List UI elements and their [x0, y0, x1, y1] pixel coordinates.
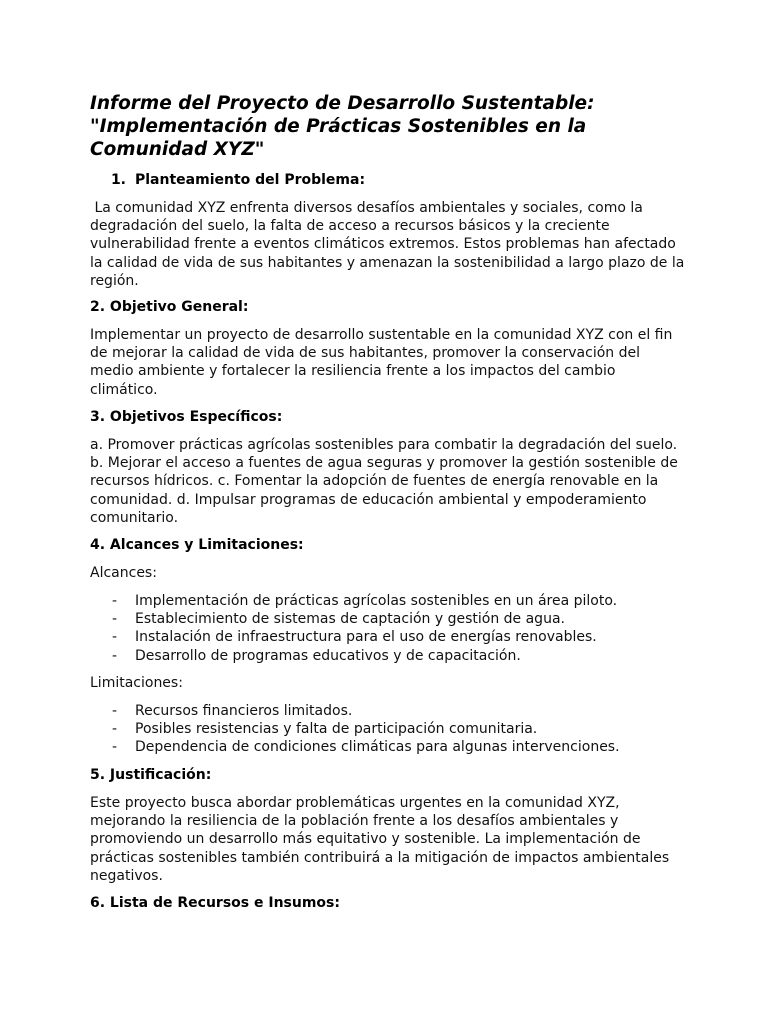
section-5-line: negativos.: [90, 867, 163, 884]
section-4-heading: 4. Alcances y Limitaciones:: [90, 537, 304, 553]
dash-bullet: -: [112, 721, 118, 738]
list-item: [90, 738, 690, 756]
alcances-list-block: [90, 592, 690, 665]
section-2-line: medio ambiente y fortalecer la resiliencia frente a los impactos del cambio: [90, 363, 616, 380]
section-2-body: [90, 326, 690, 399]
dash-bullet: -: [112, 647, 118, 664]
dash-bullet: -: [112, 593, 118, 609]
list-item: [90, 592, 690, 610]
limitaciones-list-block: [90, 702, 690, 757]
list-item-text: Dependencia de condiciones climáticas para algunas intervenciones.: [135, 739, 620, 756]
alcances-label-block: [90, 564, 690, 582]
dash-bullet: -: [112, 611, 118, 628]
list-item-text: Posibles resistencias y falta de participación comunitaria.: [135, 721, 538, 738]
section-6-heading: 6. Lista de Recursos e Insumos:: [90, 895, 340, 911]
dash-bullet: -: [112, 739, 118, 756]
section-5-line: Este proyecto busca abordar problemáticas urgentes en la comunidad XYZ,: [90, 795, 620, 811]
section-2-line: Implementar un proyecto de desarrollo sustentable en la comunidad XYZ con el fin: [90, 327, 673, 343]
section-6: [90, 894, 690, 912]
section-1-line: vulnerabilidad frente a eventos climáticos extremos. Estos problemas han afectado: [90, 236, 676, 253]
section-2-line: de mejorar la calidad de vida de sus habitantes, promover la conservación del: [90, 345, 640, 362]
section-2-heading: 2. Objetivo General:: [90, 299, 249, 315]
section-1-number: 1.: [110, 172, 126, 188]
section-3-line: comunitario.: [90, 509, 179, 526]
limitaciones-list: [90, 702, 690, 757]
section-4: [90, 536, 690, 554]
document-title: [90, 92, 690, 161]
section-2-line: climático.: [90, 381, 158, 398]
section-1-line: la calidad de vida de sus habitantes y amenazan la sostenibilidad a largo plazo de la: [90, 254, 685, 271]
section-5: [90, 766, 690, 784]
list-item: [90, 720, 690, 738]
section-5-heading: 5. Justificación:: [90, 767, 212, 783]
section-3-heading: 3. Objetivos Específicos:: [90, 409, 283, 425]
dash-bullet: -: [112, 629, 118, 646]
section-5-line: promoviendo un desarrollo más equitativo y sostenible. La implementación de: [90, 831, 641, 848]
section-3-line: recursos hídricos. c. Fomentar la adopción de fuentes de energía renovable en la: [90, 473, 659, 490]
section-1-line: degradación del suelo, la falta de acceso a recursos básicos y la creciente: [90, 218, 610, 235]
section-3-line: a. Promover prácticas agrícolas sostenibles para combatir la degradación del suelo.: [90, 437, 678, 453]
section-1-line: La comunidad XYZ enfrenta diversos desafíos ambientales y sociales, como la: [90, 200, 643, 216]
list-item: [90, 647, 690, 665]
title-line-3: Comunidad XYZ": [90, 139, 265, 160]
title-line-1: Informe del Proyecto de Desarrollo Sustentable:: [90, 93, 595, 114]
limitaciones-label-block: [90, 674, 690, 692]
limitaciones-label: Limitaciones:: [90, 675, 183, 691]
title-line-2: "Implementación de Prácticas Sostenibles en la: [90, 116, 587, 137]
list-item: [90, 702, 690, 720]
section-5-body: [90, 794, 690, 885]
alcances-list: [90, 592, 690, 665]
list-item: [90, 628, 690, 646]
section-1-line: región.: [90, 272, 139, 289]
section-1-title: Planteamiento del Problema:: [135, 172, 366, 188]
list-item-text: Implementación de prácticas agrícolas sostenibles en un área piloto.: [135, 593, 618, 609]
section-1-heading: [90, 171, 690, 189]
dash-bullet: -: [112, 703, 118, 719]
list-item-text: Recursos financieros limitados.: [135, 703, 353, 719]
list-item: [90, 610, 690, 628]
section-5-line: prácticas sostenibles también contribuirá a la mitigación de impactos ambientales: [90, 849, 670, 866]
section-3: [90, 408, 690, 426]
section-1-body: [90, 199, 690, 290]
section-3-line: b. Mejorar el acceso a fuentes de agua seguras y promover la gestión sostenible de: [90, 455, 678, 472]
section-3-line: comunidad. d. Impulsar programas de educación ambiental y empoderamiento: [90, 491, 647, 508]
section-3-body: [90, 436, 690, 527]
list-item-text: Instalación de infraestructura para el uso de energías renovables.: [135, 629, 597, 646]
alcances-label: Alcances:: [90, 565, 157, 581]
section-5-line: mejorando la resiliencia de la población frente a los desafíos ambientales y: [90, 813, 619, 830]
list-item-text: Establecimiento de sistemas de captación y gestión de agua.: [135, 611, 565, 628]
list-item-text: Desarrollo de programas educativos y de capacitación.: [135, 647, 521, 664]
section-2: [90, 298, 690, 316]
